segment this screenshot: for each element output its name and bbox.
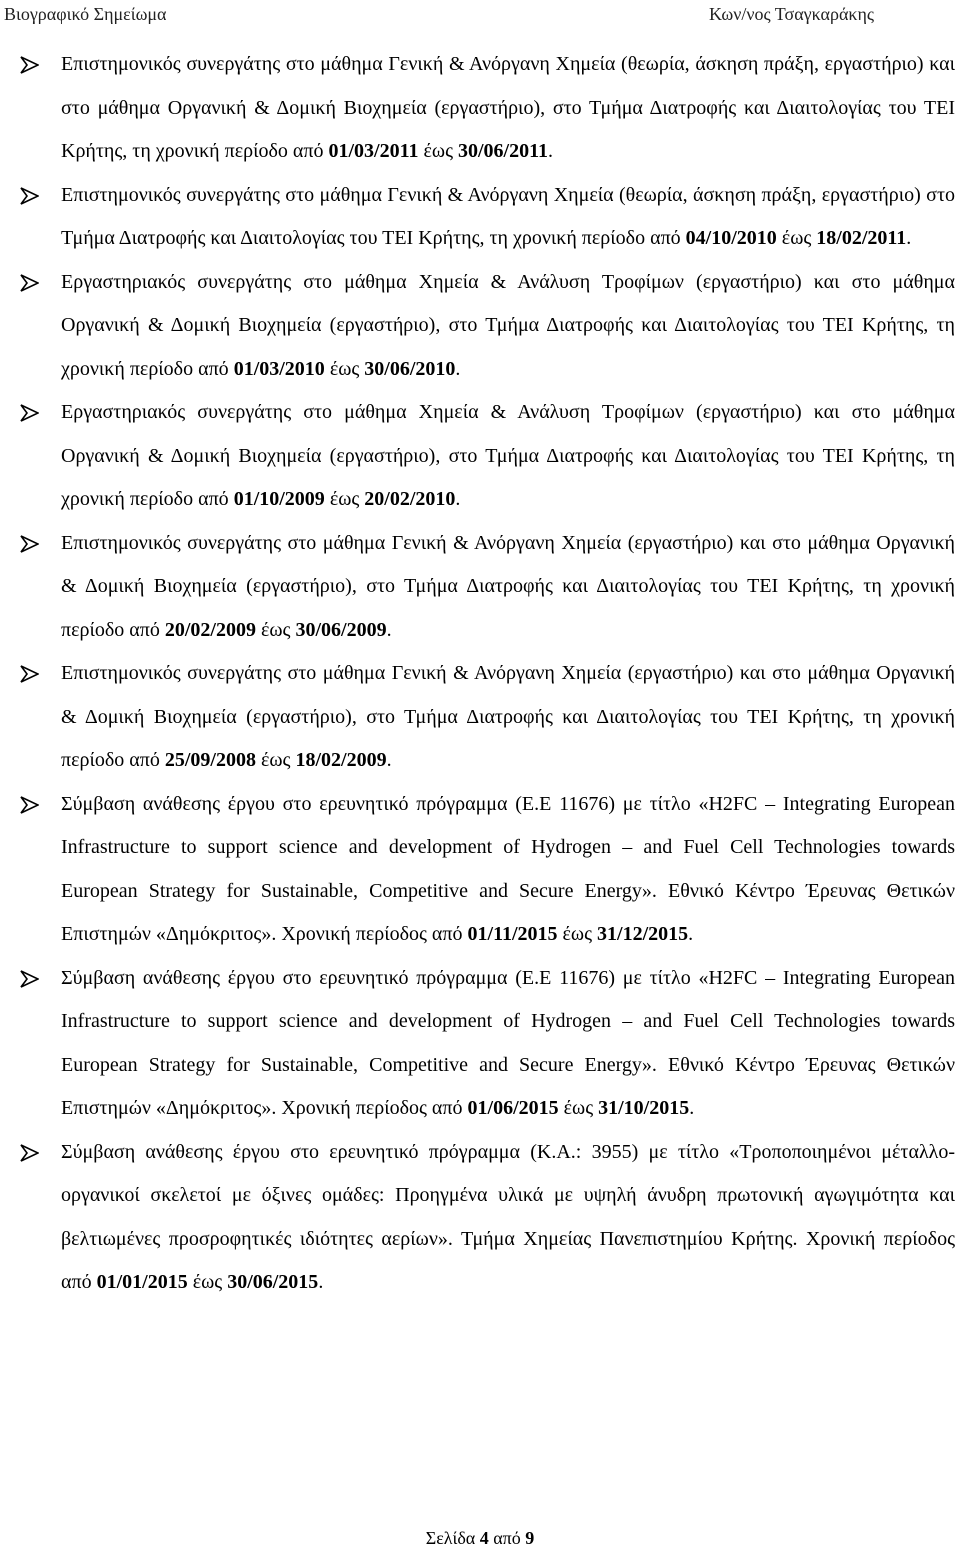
arrow-bullet-icon: [20, 187, 39, 205]
entry-date-from: 01/10/2009: [233, 488, 325, 510]
entry-text: Σύμβαση ανάθεσης έργου στο ερευνητικό πρόγραμμα (Ε.Ε 11676) με τίτλο «H2FC – Integrating European Infrastructure to support science and development of Hydrogen – and Fuel Cell Technologies towards European Strategy for Sustainable, Competitive and Secure Energy». Εθνικό Κέντρο Έρευνας Θετικών Επιστημών «Δημόκριτος». Χρονική περίοδος από: [61, 966, 955, 1119]
footer-prefix: Σελίδα: [425, 1528, 480, 1548]
entry-date-from: 25/09/2008: [164, 749, 256, 771]
entry-date-sep: έως: [557, 923, 598, 945]
entry-text: Εργαστηριακός συνεργάτης στο μάθημα Χημεία & Ανάλυση Τροφίμων (εργαστήριο) και στο μάθημα Οργανική & Δομική Βιοχημεία (εργαστήριο), στο Τμήμα Διατροφής και Διαιτολογίας του ΤΕΙ Κρήτης, τη χρονική περίοδο από: [61, 401, 955, 510]
arrow-bullet-icon: [20, 535, 39, 553]
entry-date-sep: έως: [558, 1097, 599, 1119]
entry-date-sep: έως: [255, 749, 296, 771]
entry-end: .: [906, 227, 912, 249]
entry-date-sep: έως: [255, 618, 296, 641]
entry-date-sep: έως: [418, 140, 458, 162]
entry-date-to: 31/10/2015: [598, 1097, 690, 1119]
arrow-bullet-icon: [20, 970, 39, 988]
entry-date-sep: έως: [324, 488, 365, 510]
list-item: [0, 652, 960, 783]
entry-text: Σύμβαση ανάθεσης έργου στο ερευνητικό πρόγραμμα (Κ.Α.: 3955) με τίτλο «Τροποποιημένοι μέταλλο-οργανικοί σκελετοί με όξινες ομάδες: Προηγμένα υλικά με υψηλή άνυδρη πρωτονική αγωγιμότητα και βελτιωμένες προσροφητικές ιδιότητες αερίων». Τμήμα Χημείας Πανεπιστημίου Κρήτης. Χρονική περίοδος από: [61, 1140, 955, 1293]
entry-date-to: 30/06/2009: [295, 618, 387, 641]
entry-date-from: 01/06/2015: [467, 1097, 559, 1119]
list-item: [0, 43, 960, 174]
entry-text: Σύμβαση ανάθεσης έργου στο ερευνητικό πρόγραμμα (Ε.Ε 11676) με τίτλο «H2FC – Integrating European Infrastructure to support science and development of Hydrogen – and Fuel Cell Technologies towards European Strategy for Sustainable, Competitive and Secure Energy». Εθνικό Κέντρο Έρευνας Θετικών Επιστημών «Δημόκριτος». Χρονική περίοδος από: [61, 792, 955, 945]
arrow-bullet-icon: [20, 1144, 39, 1162]
entry-date-sep: έως: [776, 227, 817, 249]
entry-date-to: 30/06/2015: [227, 1271, 319, 1293]
page-header: [4, 4, 874, 28]
arrow-bullet-icon: [20, 274, 39, 292]
list-item: [0, 522, 960, 653]
entry-end: .: [455, 357, 461, 380]
entry-date-sep: έως: [187, 1271, 228, 1293]
entry-date-sep: έως: [324, 357, 365, 380]
entry-date-to: 30/06/2011: [457, 140, 548, 162]
entry-text: Επιστημονικός συνεργάτης στο μάθημα Γενική & Ανόργανη Χημεία (εργαστήριο) και στο μάθημα Οργανική & Δομική Βιοχημεία (εργαστήριο), στο Τμήμα Διατροφής και Διαιτολογίας του ΤΕΙ Κρήτης, τη χρονική περίοδο από: [61, 662, 955, 771]
header-author: Κων/νος Τσαγκαράκης: [709, 4, 874, 24]
entry-end: .: [318, 1271, 324, 1293]
entry-end: .: [455, 488, 461, 510]
entry-date-to: 20/02/2010: [364, 488, 456, 510]
entry-text: Επιστημονικός συνεργάτης στο μάθημα Γενική & Ανόργανη Χημεία (θεωρία, άσκηση πράξη, εργαστήριο) στο Τμήμα Διατροφής και Διαιτολογίας του ΤΕΙ Κρήτης, τη χρονική περίοδο από: [61, 183, 955, 249]
entry-date-to: 18/02/2011: [816, 227, 907, 249]
header-title: Βιογραφικό Σημείωμα: [4, 4, 167, 24]
entry-end: .: [386, 618, 392, 641]
arrow-bullet-icon: [20, 665, 39, 683]
entry-text: Επιστημονικός συνεργάτης στο μάθημα Γενική & Ανόργανη Χημεία (εργαστήριο) και στο μάθημα Οργανική & Δομική Βιοχημεία (εργαστήριο), στο Τμήμα Διατροφής και Διαιτολογίας του ΤΕΙ Κρήτης, τη χρονική περίοδο από: [61, 531, 955, 641]
entry-date-to: 31/12/2015: [597, 923, 689, 945]
list-item: [0, 783, 960, 957]
entry-date-from: 01/03/2011: [328, 140, 419, 162]
entry-date-from: 01/11/2015: [467, 923, 558, 945]
list-item: [0, 261, 960, 392]
list-item: [0, 1131, 960, 1305]
entry-end: .: [548, 140, 553, 162]
footer-middle: από: [488, 1528, 526, 1548]
arrow-bullet-icon: [20, 404, 39, 422]
entry-date-from: 01/03/2010: [233, 357, 325, 380]
entry-end: .: [689, 1097, 695, 1119]
list-item: [0, 957, 960, 1131]
entry-date-from: 01/01/2015: [96, 1271, 188, 1293]
arrow-bullet-icon: [20, 56, 39, 74]
page-footer: [0, 1528, 960, 1549]
entry-text: Επιστημονικός συνεργάτης στο μάθημα Γενική & Ανόργανη Χημεία (θεωρία, άσκηση πράξη, εργαστήριο) και στο μάθημα Οργανική & Δομική Βιοχημεία (εργαστήριο), στο Τμήμα Διατροφής και Διαιτολογίας του ΤΕΙ Κρήτης, τη χρονική περίοδο από: [61, 53, 955, 162]
entry-end: .: [688, 923, 694, 945]
entry-text: Εργαστηριακός συνεργάτης στο μάθημα Χημεία & Ανάλυση Τροφίμων (εργαστήριο) και στο μάθημα Οργανική & Δομική Βιοχημεία (εργαστήριο), στο Τμήμα Διατροφής και Διαιτολογίας του ΤΕΙ Κρήτης, τη χρονική περίοδο από: [61, 270, 955, 380]
arrow-bullet-icon: [20, 796, 39, 814]
footer-page-number: 4: [479, 1528, 489, 1548]
footer-page-total: 9: [525, 1528, 535, 1548]
experience-list: [0, 43, 960, 1305]
list-item: [0, 391, 960, 522]
list-item: [0, 174, 960, 261]
entry-date-to: 30/06/2010: [364, 357, 456, 380]
entry-date-from: 20/02/2009: [164, 618, 256, 641]
entry-date-from: 04/10/2010: [685, 227, 777, 249]
entry-end: .: [386, 749, 392, 771]
entry-date-to: 18/02/2009: [295, 749, 387, 771]
